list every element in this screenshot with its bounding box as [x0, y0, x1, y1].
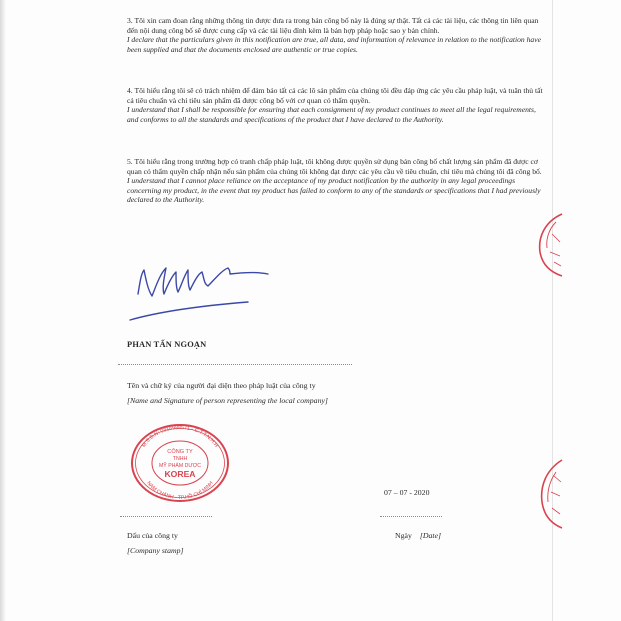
- date-value: 07 – 07 - 2020: [384, 488, 430, 497]
- declaration-5: [127, 157, 547, 205]
- date-label: [395, 531, 441, 540]
- stamp-label-en: [Company stamp]: [127, 546, 184, 555]
- stamp-line: [120, 516, 212, 517]
- page-edge-shadow: [0, 0, 6, 621]
- signature-line: [118, 364, 352, 365]
- declaration-4-vi: 4. Tôi hiểu rằng tôi sẽ có trách nhiệm để đảm bảo tất cả các lô sản phẩm của chúng tôi đều đáp ứng các yêu cầu pháp luật, và tuân thủ tất cả tiêu chuẩn và chỉ tiêu sản phẩm đã được công bố với cơ quan có thẩm quyền.: [127, 86, 543, 105]
- stamp-line-2: TNHH: [172, 456, 188, 462]
- stamp-ring-top: M.S.D.N: 0316988571 - C.T.T.N.H.H: [141, 424, 219, 449]
- stamp-ring-bottom: NAM CHÁNH - TP.HỒ CHÍ MINH: [145, 480, 215, 502]
- stamp-line-3: MỸ PHẨM DƯỢC: [158, 463, 202, 469]
- stamp-line-1: CÔNG TY: [167, 449, 193, 455]
- declaration-5-vi: 5. Tôi hiểu rằng trong trường hợp có tranh chấp pháp luật, tôi không được quyền sử dụng bản công bố chất lượng sản phẩm đã được cơ quan có thẩm quyền chấp nhận nếu sản phẩm của chúng tôi không đạt được các yêu cầu về tiêu chuẩn, chỉ tiêu mà chúng tôi đã công bố.: [127, 157, 542, 176]
- date-label-vi: Ngày: [395, 531, 412, 540]
- stamp-line-4: KOREA: [164, 469, 196, 479]
- signatory-label-vi: Tên và chữ ký của người đại diện theo pháp luật của công ty: [127, 381, 316, 390]
- signatory-name: PHAN TẤN NGOẠN: [127, 340, 207, 349]
- declaration-3-en: I declare that the particulars given in this notification are true, all data, and information of relevance in relation to the notification have been supplied and that the documents enclosed are authentic or true copies.: [127, 35, 541, 54]
- date-label-en: [Date]: [419, 531, 442, 540]
- declaration-5-en: I understand that I cannot place reliance on the acceptance of my product notification by the authority in any legal proceedings concerning my product, in the event that my product has failed to conform to any of the standards or specifications that I had previously declared to the Authority.: [127, 176, 541, 205]
- signatory-label-en: [Name and Signature of person representing the local company]: [127, 396, 328, 405]
- signature-mark: [118, 250, 278, 330]
- declaration-4-en: I understand that I shall be responsible for ensuring that each consignment of my product continues to meet all the legal requirements, and conforms to all the standards and specifications of the product that I have declared to the Authority.: [127, 105, 536, 124]
- declaration-3: [127, 16, 547, 54]
- company-stamp: [128, 422, 232, 504]
- stamp-label-vi: Dấu của công ty: [127, 531, 178, 540]
- edge-stamp-partial-bottom: [534, 458, 564, 530]
- declaration-3-vi: 3. Tôi xin cam đoan rằng những thông tin được đưa ra trong bản công bố này là đúng sự thật. Tất cả các tài liệu, các thông tin liên quan đến nội dung công bố sẽ được cung cấp và các tài liệu đính kèm là bản hợp pháp hoặc sao y bản chính.: [127, 16, 539, 35]
- declaration-4: [127, 86, 547, 124]
- edge-stamp-partial-top: [534, 212, 564, 278]
- date-line: [380, 516, 442, 517]
